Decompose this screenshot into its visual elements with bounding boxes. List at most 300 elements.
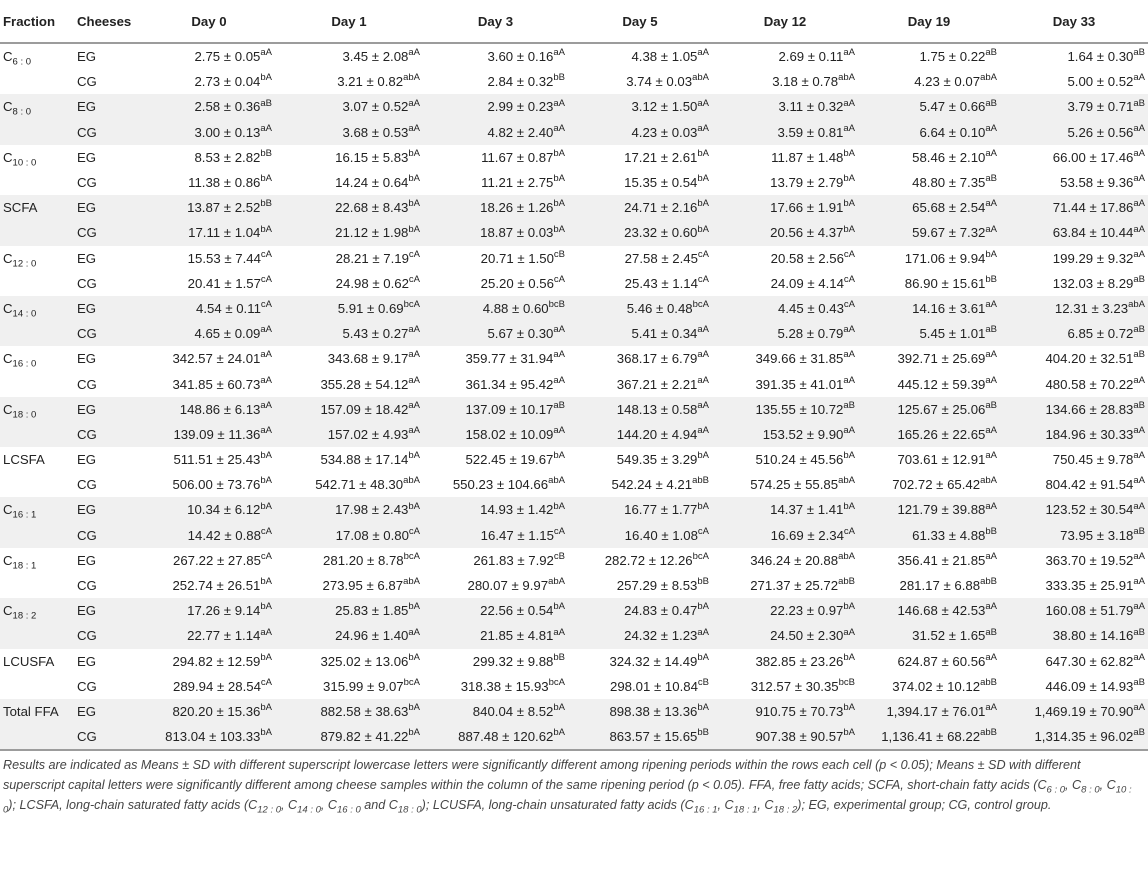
mean-sd-value: 367.21 ± 2.21 [616,376,698,392]
fraction-name: Total FFA [3,703,59,719]
value-cell [858,699,1000,724]
footnote-subscript: 8 : 0 [1081,784,1100,796]
value-cell [568,69,712,94]
table-row [0,195,1148,220]
group-cell: EG [77,149,97,165]
significance-letters: aA [843,374,855,386]
mean-sd-value: 1.75 ± 0.22 [919,49,986,65]
significance-letters: bA [408,173,420,185]
mean-sd-value: 23.32 ± 0.60 [624,225,698,241]
significance-letters: aB [1133,349,1145,361]
value-cell [275,422,423,447]
significance-letters: cA [260,248,272,260]
mean-sd-value: 24.09 ± 4.14 [770,275,844,291]
value-cell [143,674,275,699]
mean-sd-value: 267.22 ± 27.85 [173,552,261,568]
value-cell [712,422,858,447]
significance-letters: bA [408,223,420,235]
significance-letters: aA [697,122,709,134]
value-cell [423,699,568,724]
fraction-cell [0,43,71,69]
significance-letters: bA [553,601,565,613]
mean-sd-value: 24.71 ± 2.16 [624,200,698,216]
footnote-subscript: 16 : 0 [337,804,361,816]
value-cell [143,523,275,548]
value-cell [858,246,1000,271]
mean-sd-value: 346.24 ± 20.88 [750,552,839,568]
footnote-text: and C [360,798,398,813]
value-cell [568,371,712,396]
significance-letters: aB [1133,47,1145,59]
mean-sd-value: 5.67 ± 0.30 [487,326,554,342]
significance-letters: bB [553,651,565,663]
mean-sd-value: 446.09 ± 14.93 [1045,678,1134,694]
value-cell [568,246,712,271]
fraction-subscript: 16 : 1 [12,510,37,522]
value-cell [1000,699,1148,724]
value-cell [568,296,712,321]
significance-letters: cA [843,525,855,537]
significance-letters: aB [1133,399,1145,411]
footnote-text: ); LCUSFA, long-chain unsaturated fatty acids (C [421,798,694,813]
significance-letters: abB [980,676,997,688]
value-cell [712,523,858,548]
footnote-text: , C [757,798,774,813]
significance-letters: aA [697,399,709,411]
mean-sd-value: 121.79 ± 39.88 [897,502,986,518]
fraction-name: LCSFA [3,452,45,468]
mean-sd-value: 158.02 ± 10.09 [465,426,554,442]
significance-letters: aA [985,374,997,386]
value-cell [568,422,712,447]
footnote-text: , C [320,798,337,813]
mean-sd-value: 14.24 ± 0.64 [335,175,409,191]
mean-sd-value: 25.83 ± 1.85 [335,603,409,619]
mean-sd-value: 359.77 ± 31.94 [465,351,554,367]
mean-sd-value: 22.77 ± 1.14 [187,628,261,644]
mean-sd-value: 3.68 ± 0.53 [342,124,409,140]
significance-letters: bA [697,651,709,663]
mean-sd-value: 549.35 ± 3.29 [616,452,698,468]
significance-letters: bcB [548,299,565,311]
mean-sd-value: 404.20 ± 32.51 [1045,351,1134,367]
significance-letters: bA [843,450,855,462]
value-cell [858,472,1000,497]
value-cell [858,321,1000,346]
value-cell [275,371,423,396]
significance-letters: abA [692,72,709,84]
significance-letters: bA [260,475,272,487]
group-cell: EG [71,598,143,623]
mean-sd-value: 20.41 ± 1.57 [187,275,261,291]
significance-letters: aA [1133,173,1145,185]
fraction-subscript: 18 : 2 [12,610,37,622]
significance-letters: aA [1133,72,1145,84]
significance-letters: bA [260,702,272,714]
value-cell [275,145,423,170]
significance-letters: cA [260,550,272,562]
mean-sd-value: 574.25 ± 55.85 [750,477,839,493]
footnote-subscript: 18 : 2 [773,804,798,816]
mean-sd-value: 20.58 ± 2.56 [770,250,844,266]
value-cell [1000,422,1148,447]
group-cell: EG [71,296,143,321]
significance-letters: cB [553,550,565,562]
fraction-cell [0,548,71,573]
value-cell [568,43,712,69]
mean-sd-value: 252.74 ± 26.51 [172,578,261,594]
significance-letters: aA [1133,576,1145,588]
value-cell [1000,195,1148,220]
mean-sd-value: 4.23 ± 0.03 [631,124,698,140]
mean-sd-value: 4.82 ± 2.40 [487,124,554,140]
mean-sd-value: 315.99 ± 9.07 [323,678,404,694]
mean-sd-value: 10.34 ± 6.12 [187,502,261,518]
mean-sd-value: 157.09 ± 18.42 [320,401,409,417]
mean-sd-value: 38.80 ± 14.16 [1052,628,1134,644]
significance-letters: cA [697,525,709,537]
significance-letters: bA [697,601,709,613]
mean-sd-value: 5.26 ± 0.56 [1067,124,1134,140]
mean-sd-value: 17.11 ± 1.04 [188,225,261,241]
significance-letters: bA [843,651,855,663]
value-cell [712,271,858,296]
mean-sd-value: 48.80 ± 7.35 [912,175,986,191]
significance-letters: aB [1133,676,1145,688]
significance-letters: bA [553,450,565,462]
value-cell [423,422,568,447]
significance-letters: bA [553,727,565,739]
significance-letters: bA [260,173,272,185]
mean-sd-value: 5.47 ± 0.66 [919,99,986,115]
significance-letters: cA [843,248,855,260]
significance-letters: cA [408,273,420,285]
value-cell [568,699,712,724]
mean-sd-value: 22.56 ± 0.54 [480,603,554,619]
value-cell [275,94,423,119]
value-cell [568,573,712,598]
header-row [0,0,1148,43]
significance-letters: aA [1133,122,1145,134]
value-cell [143,598,275,623]
value-cell [712,497,858,522]
mean-sd-value: 750.45 ± 9.78 [1052,452,1134,468]
value-cell [568,598,712,623]
significance-letters: aA [985,450,997,462]
mean-sd-value: 343.68 ± 9.17 [327,351,409,367]
value-cell [423,346,568,371]
mean-sd-value: 887.48 ± 120.62 [458,729,554,745]
mean-sd-value: 542.24 ± 4.21 [611,477,693,493]
value-cell [423,246,568,271]
group-cell: CG [77,477,97,493]
mean-sd-value: 14.16 ± 3.61 [912,300,986,316]
value-cell [275,623,423,648]
significance-letters: aA [697,97,709,109]
significance-letters: bA [408,500,420,512]
mean-sd-value: 17.21 ± 2.61 [624,149,698,165]
group-cell: EG [77,351,97,367]
table-row [0,472,1148,497]
mean-sd-value: 86.90 ± 15.61 [904,275,986,291]
significance-letters: bA [408,727,420,739]
value-cell [858,43,1000,69]
mean-sd-value: 22.23 ± 0.97 [770,603,844,619]
fraction-cell [0,472,71,497]
value-cell [143,321,275,346]
value-cell [712,397,858,422]
mean-sd-value: 18.87 ± 0.03 [480,225,554,241]
mean-sd-value: 1.64 ± 0.30 [1067,49,1134,65]
significance-letters: aB [1133,525,1145,537]
value-cell [568,170,712,195]
significance-letters: aA [553,47,565,59]
value-cell [858,220,1000,245]
value-cell [858,170,1000,195]
fraction-cell [0,94,71,119]
mean-sd-value: 361.34 ± 95.42 [465,376,554,392]
fraction-name: C [3,149,13,165]
value-cell [568,472,712,497]
mean-sd-value: 20.71 ± 1.50 [480,250,554,266]
mean-sd-value: 148.86 ± 6.13 [179,401,261,417]
mean-sd-value: 171.06 ± 9.94 [904,250,986,266]
significance-letters: aB [1133,324,1145,336]
fraction-cell [0,346,71,371]
significance-letters: aA [260,425,272,437]
significance-letters: bB [260,147,272,159]
significance-letters: aA [985,550,997,562]
mean-sd-value: 281.20 ± 8.78 [323,552,404,568]
value-cell [1000,649,1148,674]
significance-letters: bA [260,576,272,588]
mean-sd-value: 356.41 ± 21.85 [897,552,986,568]
value-cell [712,321,858,346]
value-cell [1000,674,1148,699]
mean-sd-value: 61.33 ± 4.88 [912,527,986,543]
mean-sd-value: 550.23 ± 104.66 [452,477,549,493]
significance-letters: bA [260,651,272,663]
value-cell [568,674,712,699]
significance-letters: aA [843,97,855,109]
mean-sd-value: 5.28 ± 0.79 [777,326,844,342]
mean-sd-value: 341.85 ± 60.73 [172,376,261,392]
significance-letters: aA [408,122,420,134]
mean-sd-value: 134.66 ± 28.83 [1045,401,1134,417]
fraction-cell [0,371,71,396]
value-cell [568,497,712,522]
mean-sd-value: 20.56 ± 4.37 [770,225,844,241]
significance-letters: aB [553,399,565,411]
fraction-cell [0,598,71,623]
value-cell [143,573,275,598]
significance-letters: abB [980,727,997,739]
value-cell [423,649,568,674]
footnote-subscript: 10 : 0 [3,784,1132,816]
value-cell [1000,598,1148,623]
significance-letters: bA [408,198,420,210]
significance-letters: abB [980,576,997,588]
value-cell [712,69,858,94]
value-cell [275,397,423,422]
fraction-cell [0,422,71,447]
mean-sd-value: 261.83 ± 7.92 [473,552,554,568]
table-row [0,371,1148,396]
mean-sd-value: 3.45 ± 2.08 [342,49,409,65]
fraction-cell [0,674,71,699]
value-cell [1000,346,1148,371]
mean-sd-value: 123.52 ± 30.54 [1045,502,1134,518]
mean-sd-value: 24.96 ± 1.40 [335,628,409,644]
mean-sd-value: 273.95 ± 6.87 [322,578,404,594]
mean-sd-value: 1,394.17 ± 76.01 [886,703,986,719]
value-cell [568,724,712,750]
mean-sd-value: 22.68 ± 8.43 [335,200,409,216]
header-day-5: Day 5 [568,0,712,43]
value-cell [143,397,275,422]
significance-letters: bA [260,450,272,462]
fraction-subscript: 10 : 0 [12,157,37,169]
significance-letters: bA [553,500,565,512]
value-cell [858,649,1000,674]
mean-sd-value: 542.71 ± 48.30 [315,477,404,493]
significance-letters: aA [1133,601,1145,613]
fraction-cell [0,321,71,346]
fraction-subscript: 18 : 0 [12,409,37,421]
significance-letters: aB [985,173,997,185]
mean-sd-value: 11.21 ± 2.75 [481,175,554,191]
fraction-subscript: 16 : 0 [12,358,37,370]
mean-sd-value: 647.30 ± 62.82 [1045,653,1134,669]
mean-sd-value: 11.67 ± 0.87 [481,149,554,165]
mean-sd-value: 3.00 ± 0.13 [194,124,261,140]
significance-letters: bA [843,223,855,235]
significance-letters: aA [985,198,997,210]
fraction-name: C [3,99,13,115]
mean-sd-value: 24.50 ± 2.30 [770,628,844,644]
significance-letters: aA [1133,475,1145,487]
significance-letters: bA [408,601,420,613]
significance-letters: bA [260,500,272,512]
value-cell [568,623,712,648]
mean-sd-value: 59.67 ± 7.32 [912,225,986,241]
table-row [0,623,1148,648]
significance-letters: bcA [403,676,420,688]
value-cell [143,271,275,296]
significance-letters: abA [548,475,565,487]
significance-letters: aB [1133,626,1145,638]
value-cell [423,43,568,69]
value-cell [275,271,423,296]
fraction-name: LCUSFA [3,653,55,669]
table-row [0,497,1148,522]
significance-letters: aA [985,425,997,437]
group-cell: CG [71,220,143,245]
value-cell [858,724,1000,750]
value-cell [1000,724,1148,750]
significance-letters: aB [985,97,997,109]
mean-sd-value: 28.21 ± 7.19 [335,250,409,266]
value-cell [1000,623,1148,648]
significance-letters: aB [985,47,997,59]
value-cell [1000,321,1148,346]
footnote-text: ); EG, experimental group; CG, control group. [797,798,1052,813]
value-cell [1000,94,1148,119]
mean-sd-value: 1,314.35 ± 96.02 [1034,729,1134,745]
mean-sd-value: 16.47 ± 1.15 [480,527,554,543]
value-cell [423,94,568,119]
mean-sd-value: 199.29 ± 9.32 [1052,250,1134,266]
mean-sd-value: 6.64 ± 0.10 [919,124,986,140]
value-cell [568,548,712,573]
significance-letters: aA [553,122,565,134]
value-cell [712,346,858,371]
value-cell [1000,548,1148,573]
significance-letters: aA [985,147,997,159]
mean-sd-value: 144.20 ± 4.94 [616,426,698,442]
mean-sd-value: 146.68 ± 42.53 [897,603,986,619]
value-cell [423,598,568,623]
value-cell [1000,296,1148,321]
mean-sd-value: 65.68 ± 2.54 [912,200,986,216]
significance-letters: bA [553,198,565,210]
mean-sd-value: 14.93 ± 1.42 [480,502,554,518]
value-cell [143,246,275,271]
significance-letters: aA [260,399,272,411]
header-day-0: Day 0 [143,0,275,43]
significance-letters: abA [1128,299,1145,311]
value-cell [568,523,712,548]
table-row [0,523,1148,548]
significance-letters: aA [1133,450,1145,462]
significance-letters: bA [843,147,855,159]
group-cell: CG [77,175,97,191]
mean-sd-value: 25.43 ± 1.14 [624,275,698,291]
mean-sd-value: 13.87 ± 2.52 [187,200,261,216]
significance-letters: bA [843,727,855,739]
mean-sd-value: 4.65 ± 0.09 [194,326,261,342]
mean-sd-value: 324.32 ± 14.49 [609,653,698,669]
mean-sd-value: 3.12 ± 1.50 [631,99,698,115]
footnote-subscript: 14 : 0 [297,804,321,816]
significance-letters: aA [553,374,565,386]
significance-letters: aA [697,626,709,638]
mean-sd-value: 392.71 ± 25.69 [897,351,986,367]
mean-sd-value: 382.85 ± 23.26 [755,653,844,669]
significance-letters: bA [553,173,565,185]
significance-letters: aA [408,374,420,386]
value-cell [143,447,275,472]
significance-letters: aA [1133,550,1145,562]
mean-sd-value: 21.85 ± 4.81 [480,628,554,644]
mean-sd-value: 2.84 ± 0.32 [487,74,554,90]
mean-sd-value: 3.18 ± 0.78 [772,74,839,90]
significance-letters: aA [553,324,565,336]
mean-sd-value: 804.42 ± 91.54 [1045,477,1134,493]
significance-letters: bA [260,601,272,613]
value-cell [275,321,423,346]
mean-sd-value: 184.96 ± 30.33 [1045,426,1134,442]
value-cell [143,724,275,750]
value-cell [143,170,275,195]
significance-letters: cA [553,525,565,537]
footnote-subscript: 12 : 0 [257,804,282,816]
fraction-subscript: 12 : 0 [12,258,37,270]
value-cell [143,120,275,145]
significance-letters: cA [260,299,272,311]
significance-letters: aA [843,425,855,437]
mean-sd-value: 3.79 ± 0.71 [1067,99,1134,115]
